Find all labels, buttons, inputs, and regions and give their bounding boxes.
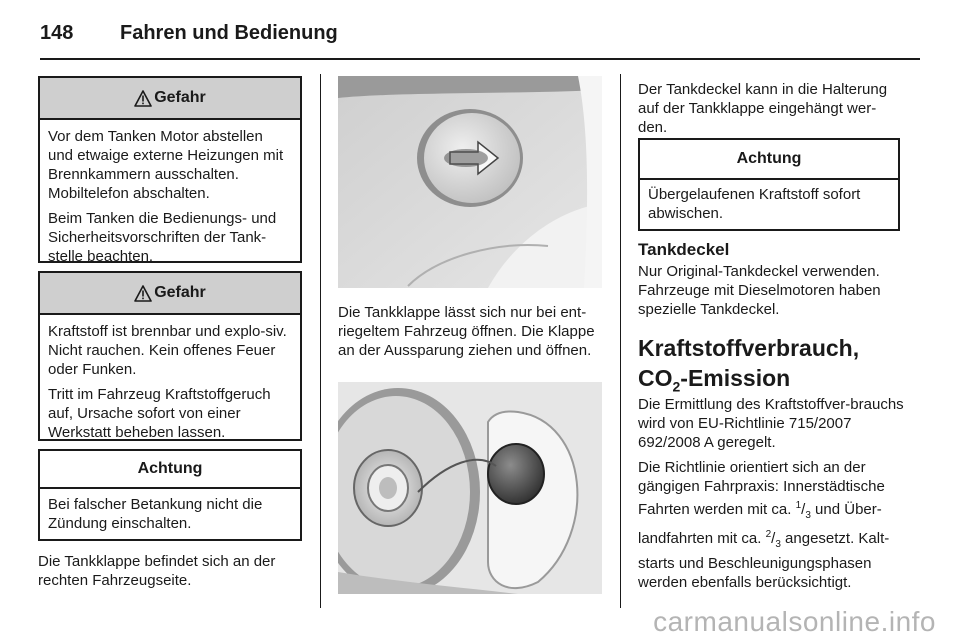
column-divider-left <box>320 74 321 608</box>
consumption-paragraph-1: Die Ermittlung des Kraftstoffver-brauchs wird von EU-Richtlinie 715/2007 692/2008 A geregelt. <box>638 396 904 451</box>
danger-box-1-paragraph-2: Beim Tanken die Bedienungs- und Sicherheitsvorschriften der Tank-stelle beachten. <box>48 210 277 265</box>
section-heading-line-1: Kraftstoffverbrauch, <box>638 335 860 361</box>
caution-box-1 <box>38 449 302 541</box>
fuel-cap-holder-text: Der Tankdeckel kann in die Halterung auf der Tankklappe eingehängt wer-den. <box>638 81 888 136</box>
caution-box-2 <box>638 138 900 231</box>
fuel-flap-location-text: Die Tankklappe befindet sich an der rechten Fahrzeugseite. <box>38 553 276 589</box>
caution-box-2-header <box>640 140 898 180</box>
danger-box-1-title: Gefahr <box>154 89 206 106</box>
caution-box-1-text: Bei falscher Betankung nicht die Zündung einschalten. <box>48 496 263 532</box>
danger-box-2-header <box>40 273 300 315</box>
page-header <box>40 16 920 60</box>
page-number: 148 <box>40 22 74 44</box>
danger-box-1-header <box>40 78 300 120</box>
fuel-cap-open-photo <box>338 382 602 594</box>
fuel-cap-open-illustration <box>338 382 602 594</box>
fuel-flap-closed-illustration <box>338 76 602 288</box>
danger-box-2-body <box>40 315 300 442</box>
caution-box-2-title: Achtung <box>736 150 802 167</box>
section-heading <box>638 333 908 402</box>
danger-box-1-body <box>40 120 300 266</box>
caution-box-2-text: Übergelaufenen Kraftstoff sofort abwischen. <box>648 186 861 222</box>
warning-triangle-icon <box>134 285 152 302</box>
warning-triangle-icon <box>134 90 152 107</box>
caution-box-1-body <box>40 489 300 533</box>
danger-box-2 <box>38 271 302 441</box>
danger-box-1-paragraph-1: Vor dem Tanken Motor abstellen und etwaige externe Heizungen mit Brennkammern ausschalten. Mobiltelefon abschalten. <box>48 128 284 202</box>
tankdeckel-text: Nur Original-Tankdeckel verwenden. Fahrzeuge mit Dieselmotoren haben spezielle Tankdeckel. <box>638 263 881 318</box>
consumption-text <box>638 395 904 598</box>
tankdeckel-heading: Tankdeckel <box>638 240 730 259</box>
danger-box-1 <box>38 76 302 263</box>
fuel-flap-open-instructions: Die Tankklappe lässt sich nur bei ent-riegeltem Fahrzeug öffnen. Die Klappe an der Aussparung ziehen und öffnen. <box>338 304 595 359</box>
consumption-paragraph-2: Die Richtlinie orientiert sich an der gängigen Fahrpraxis: Innerstädtische Fahrten werden mit ca. $^1/_3$ und Über-landfahrten mit ca. $^2/_3$ angesetzt. Kalt-starts und Beschleunigungsphasen werden ebenfalls berücksichtigt. <box>638 459 890 591</box>
watermark: carmanualsonline.info <box>653 606 936 637</box>
danger-box-2-title: Gefahr <box>154 284 206 301</box>
caution-box-1-title: Achtung <box>137 460 203 477</box>
caution-box-2-body <box>640 180 898 223</box>
danger-box-2-paragraph-2: Tritt im Fahrzeug Kraftstoffgeruch auf, Ursache sofort von einer Werkstatt beheben lassen. <box>48 386 271 441</box>
section-heading-line-2: $CO_2$-Emission <box>638 365 791 395</box>
page-title: Fahren und Bedienung <box>120 22 338 44</box>
danger-box-2-paragraph-1: Kraftstoff ist brennbar und explo-siv. Nicht rauchen. Kein offenes Feuer oder Funken. <box>48 323 287 378</box>
column-divider-right <box>620 74 621 608</box>
fuel-flap-closed-photo <box>338 76 602 288</box>
caution-box-1-header <box>40 451 300 489</box>
header-rule <box>40 58 920 60</box>
